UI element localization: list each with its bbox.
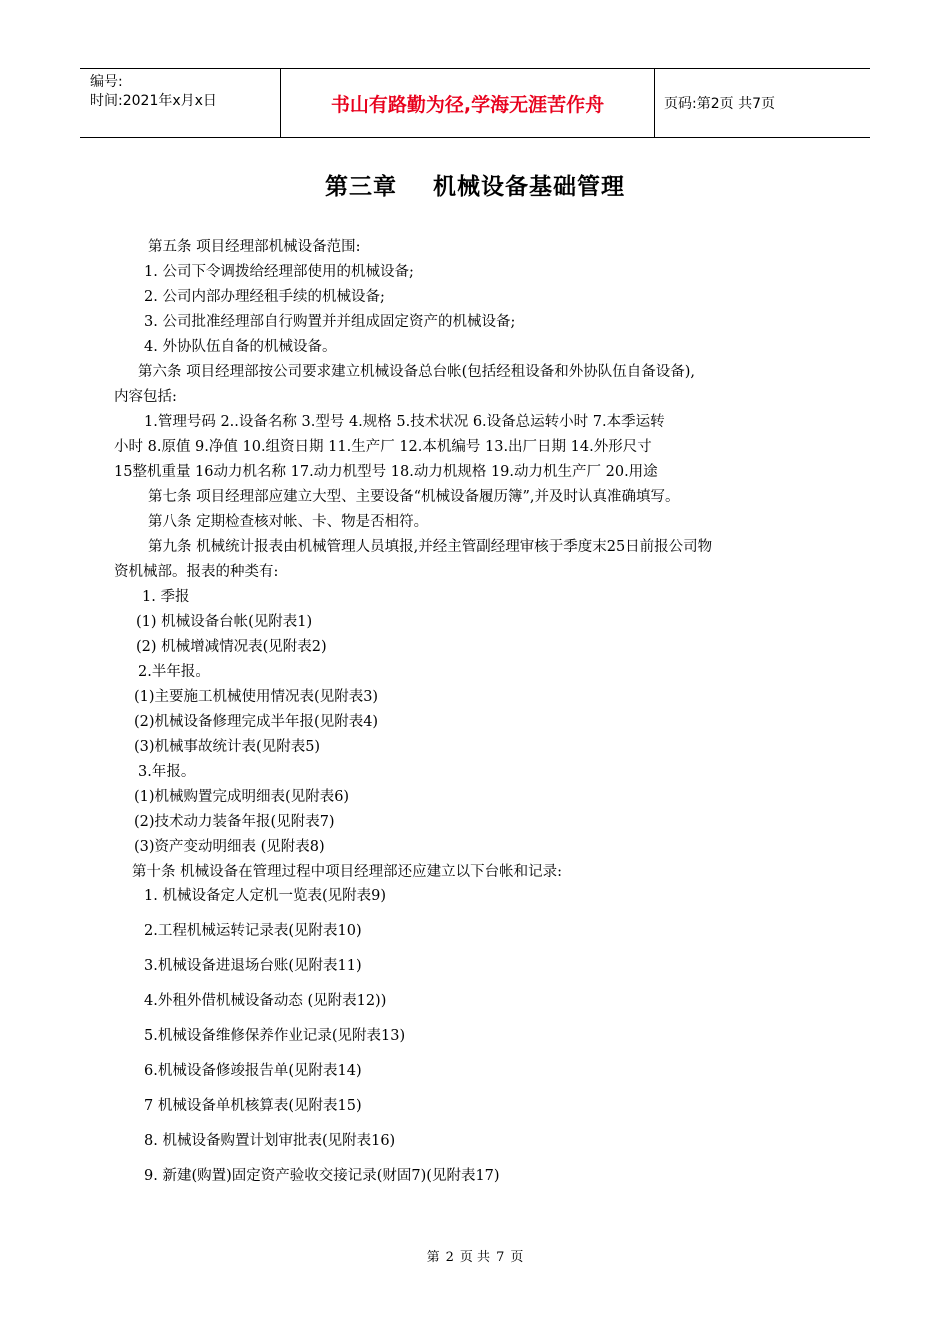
header-motto: 书山有路勤为径,学海无涯苦作舟	[330, 93, 605, 116]
report-category: 3.年报。	[138, 764, 196, 780]
article-10-heading: 第十条 机械设备在管理过程中项目经理部还应建立以下台帐和记录:	[132, 864, 562, 880]
record-item: 2.工程机械运转记录表(见附表10)	[144, 923, 362, 939]
document-number-label: 编号:	[90, 74, 123, 90]
chapter-name: 机械设备基础管理	[433, 174, 625, 200]
footer-total-pages: 7	[496, 1250, 505, 1265]
chapter-number: 第三章	[325, 174, 397, 200]
article-5-item: 4. 外协队伍自备的机械设备。	[144, 339, 337, 355]
record-item: 8. 机械设备购置计划审批表(见附表16)	[144, 1133, 396, 1149]
article-6-fields: 15整机重量 16动力机名称 17.动力机型号 18.动力机规格 19.动力机生产厂 20.用途	[114, 464, 658, 480]
document-date-label: 时间:2021年x月x日	[90, 93, 217, 109]
report-category: 2.半年报。	[138, 664, 210, 680]
record-item: 9. 新建(购置)固定资产验收交接记录(财固7)(见附表17)	[144, 1168, 500, 1184]
article-8: 第八条 定期检查核对帐、卡、物是否相符。	[148, 514, 429, 530]
article-6-fields: 1.管理号码 2..设备名称 3.型号 4.规格 5.技术状况 6.设备总运转小时 7.本季运转	[144, 414, 665, 430]
record-item: 1. 机械设备定人定机一览表(见附表9)	[144, 888, 386, 904]
article-5-item: 1. 公司下令调拨给经理部使用的机械设备;	[144, 264, 414, 280]
report-item: (3)机械事故统计表(见附表5)	[134, 739, 321, 755]
page-header	[80, 68, 870, 138]
article-9-text: 资机械部。报表的种类有:	[114, 564, 279, 580]
report-item: (1) 机械设备台帐(见附表1)	[136, 614, 313, 630]
article-6-heading: 第六条 项目经理部按公司要求建立机械设备总台帐(包括经租设备和外协队伍自备设备),	[138, 364, 696, 380]
article-6-fields: 小时 8.原值 9.净值 10.组资日期 11.生产厂 12.本机编号 13.出厂日期 14.外形尺寸	[114, 439, 652, 455]
record-item: 6.机械设备修竣报告单(见附表14)	[144, 1063, 362, 1079]
record-item: 5.机械设备维修保养作业记录(见附表13)	[144, 1028, 406, 1044]
footer-current-page: 2	[445, 1250, 454, 1265]
chapter-title	[0, 168, 950, 201]
footer-suffix: 页	[510, 1250, 524, 1265]
report-category: 1. 季报	[142, 589, 190, 605]
record-item: 7 机械设备单机核算表(见附表15)	[144, 1098, 362, 1114]
record-item: 3.机械设备进退场台账(见附表11)	[144, 958, 362, 974]
footer-middle: 页 共	[459, 1250, 491, 1265]
record-item: 4.外租外借机械设备动态 (见附表12))	[144, 993, 387, 1009]
page-footer	[0, 1246, 950, 1265]
report-item: (1)主要施工机械使用情况表(见附表3)	[134, 689, 379, 705]
report-item: (1)机械购置完成明细表(见附表6)	[134, 789, 350, 805]
report-item: (2)技术动力装备年报(见附表7)	[134, 814, 335, 830]
report-item: (2) 机械增减情况表(见附表2)	[136, 639, 327, 655]
article-6-text: 内容包括:	[114, 389, 177, 405]
report-item: (2)机械设备修理完成半年报(见附表4)	[134, 714, 379, 730]
article-7: 第七条 项目经理部应建立大型、主要设备“机械设备履历簿”,并及时认真准确填写。	[148, 489, 680, 505]
header-divider	[654, 69, 655, 137]
article-5-heading: 第五条 项目经理部机械设备范围:	[148, 239, 361, 255]
article-5-item: 2. 公司内部办理经租手续的机械设备;	[144, 289, 385, 305]
header-page-number: 页码:第2页 共7页	[664, 96, 775, 112]
article-5-item: 3. 公司批准经理部自行购置并并组成固定资产的机械设备;	[144, 314, 516, 330]
article-9-heading: 第九条 机械统计报表由机械管理人员填报,并经主管副经理审核于季度末25日前报公司物	[148, 539, 713, 555]
header-meta	[90, 73, 217, 111]
footer-prefix: 第	[426, 1250, 440, 1265]
report-item: (3)资产变动明细表 (见附表8)	[134, 839, 325, 855]
